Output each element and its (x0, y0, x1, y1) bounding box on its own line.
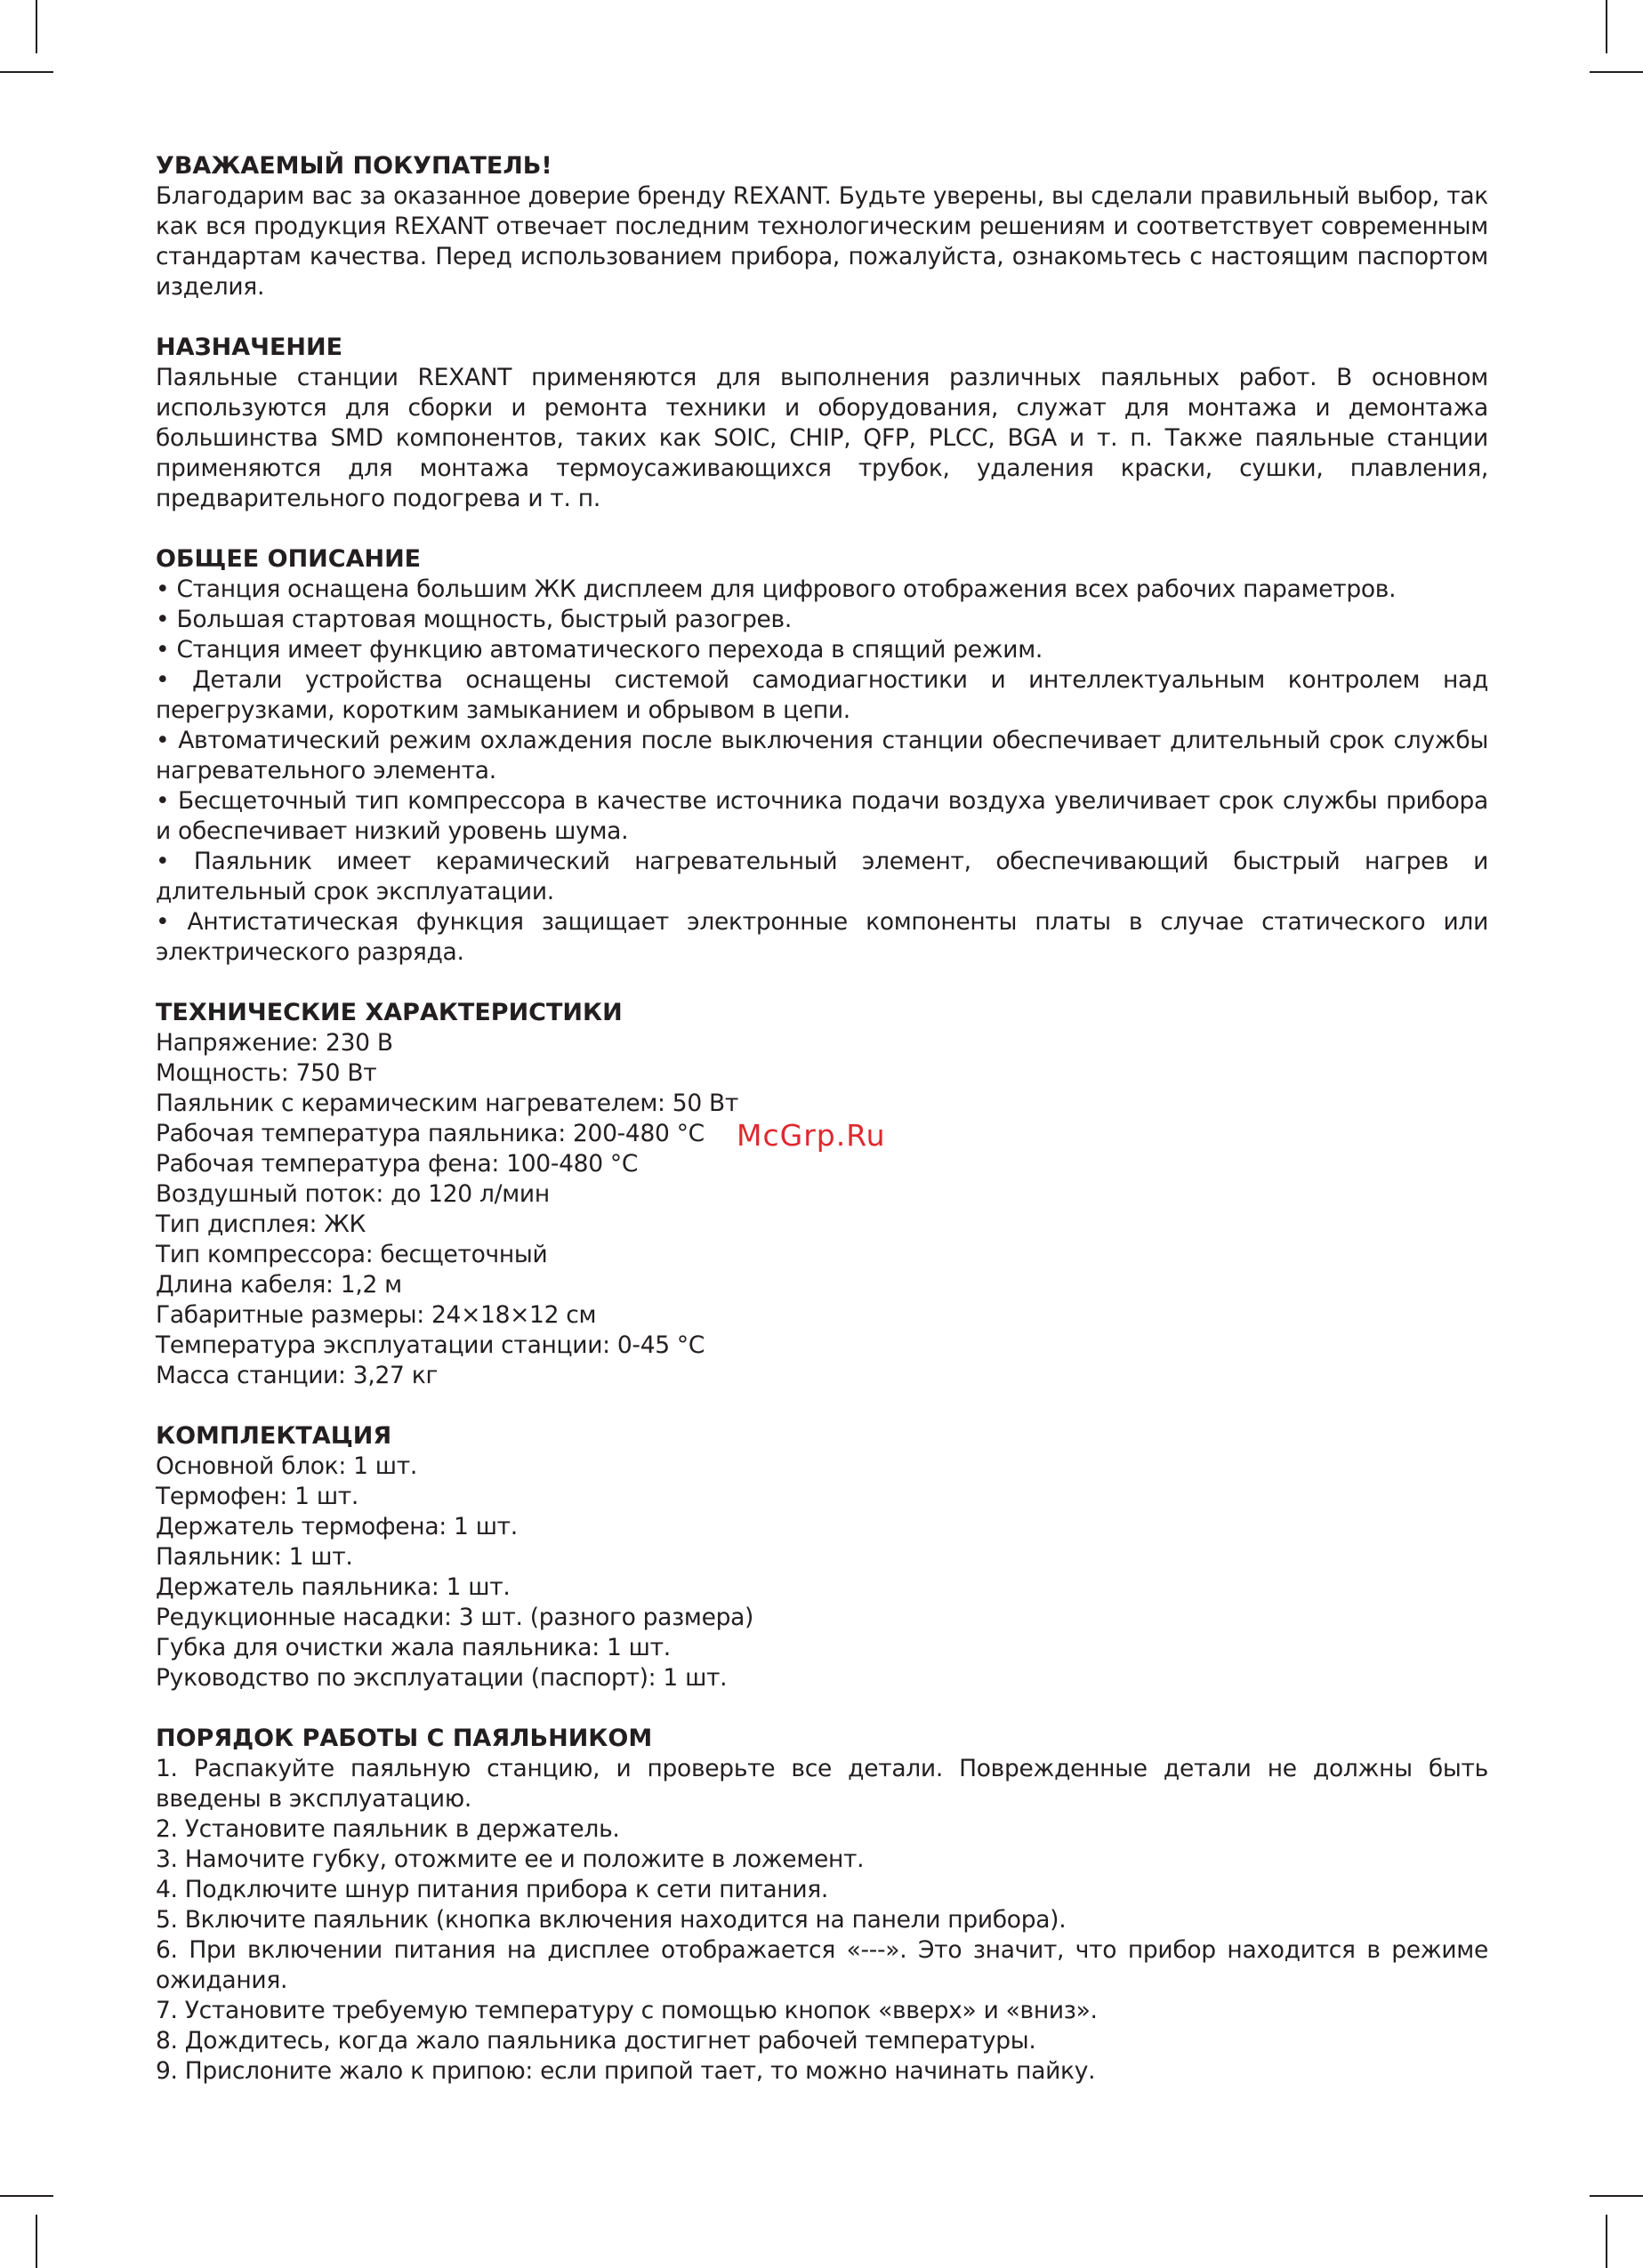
description-heading: ОБЩЕЕ ОПИСАНИЕ (156, 545, 422, 573)
crop-mark-bottom-left (36, 2215, 37, 2268)
section-package (156, 1421, 1488, 1693)
package-line: Держатель паяльника: 1 шт. (156, 1573, 511, 1601)
spec-line: Тип дисплея: ЖК (156, 1210, 366, 1238)
package-line: Держатель термофена: 1 шт. (156, 1513, 518, 1540)
spec-line: Напряжение: 230 В (156, 1029, 393, 1057)
package-line: Основной блок: 1 шт. (156, 1452, 418, 1480)
section-purpose (156, 333, 1488, 514)
spec-line: Масса станции: 3,27 кг (156, 1362, 439, 1389)
greeting-text: Благодарим вас за оказанное доверие бренду REXANT. Будьте уверены, вы сделали правильный выбор, так как вся продукция REXANT отвечает последним технологическим решениям и соответствует современным стандартам качества. Перед использованием прибора, пожалуйста, ознакомьтесь с настоящим паспортом изделия. (156, 182, 1488, 301)
section-greeting (156, 151, 1488, 302)
procedure-step: 4. Подключите шнур питания прибора к сети питания. (156, 1876, 829, 1903)
package-line: Губка для очистки жала паяльника: 1 шт. (156, 1634, 671, 1661)
crop-mark-top-left-h (0, 71, 53, 73)
procedure-step: 7. Установите требуемую температуру с помощью кнопок «вверх» и «вниз». (156, 1997, 1098, 2024)
procedure-step: 3. Намочите губку, отожмите ее и положите в ложемент. (156, 1846, 865, 1873)
crop-mark-top-right (1606, 0, 1607, 53)
spec-line: Тип компрессора: бесщеточный (156, 1241, 548, 1268)
spec-line: Температура эксплуатации станции: 0-45 °С (156, 1331, 705, 1359)
crop-mark-top-left (36, 0, 37, 53)
procedure-step: 9. Прислоните жало к припою: если припой тает, то можно начинать пайку. (156, 2057, 1096, 2085)
description-item: • Детали устройства оснащены системой самодиагностики и интеллектуальным контролем над перегрузками, коротким замыканием и обрывом в цепи. (156, 666, 1488, 724)
spec-line: Рабочая температура фена: 100-480 °С (156, 1150, 639, 1178)
procedure-step: 2. Установите паяльник в держатель. (156, 1815, 620, 1843)
description-item: • Бесщеточный тип компрессора в качестве источника подачи воздуха увеличивает срок службы прибора и обеспечивает низкий уровень шума. (156, 787, 1488, 845)
greeting-heading: УВАЖАЕМЫЙ ПОКУПАТЕЛЬ! (156, 152, 552, 180)
procedure-step: 8. Дождитесь, когда жало паяльника достигнет рабочей температуры. (156, 2027, 1036, 2055)
description-item: • Антистатическая функция защищает электронные компоненты платы в случае статического или электрического разряда. (156, 908, 1488, 966)
package-line: Редукционные насадки: 3 шт. (разного размера) (156, 1604, 754, 1631)
package-line: Руководство по эксплуатации (паспорт): 1 шт. (156, 1664, 728, 1692)
description-item: • Автоматический режим охлаждения после выключения станции обеспечивает длительный срок службы нагревательного элемента. (156, 727, 1488, 784)
specs-heading: ТЕХНИЧЕСКИЕ ХАРАКТЕРИСТИКИ (156, 999, 623, 1026)
crop-mark-top-right-h (1590, 71, 1643, 73)
description-item: • Станция имеет функцию автоматического перехода в спящий режим. (156, 636, 1043, 664)
section-procedure (156, 1724, 1488, 2087)
section-description (156, 544, 1488, 968)
package-line: Термофен: 1 шт. (156, 1483, 359, 1510)
package-line: Паяльник: 1 шт. (156, 1543, 353, 1571)
package-heading: КОМПЛЕКТАЦИЯ (156, 1422, 392, 1450)
description-item: • Большая стартовая мощность, быстрый разогрев. (156, 606, 792, 633)
purpose-text: Паяльные станции REXANT применяются для выполнения различных паяльных работ. В основном используются для сборки и ремонта техники и оборудования, служат для монтажа и демонтажа большинства SMD компонентов, таких как SOIC, CHIP, QFP, PLCC, BGA и т. п. Также паяльные станции применяются для монтажа термоусаживающихся трубок, удаления краски, сушки, плавления, предварительного подогрева и т. п. (156, 364, 1488, 512)
spec-line: Габаритные размеры: 24×18×12 см (156, 1301, 597, 1329)
section-specs (156, 998, 1488, 1391)
description-item: • Паяльник имеет керамический нагревательный элемент, обеспечивающий быстрый нагрев и длительный срок эксплуатации. (156, 848, 1488, 905)
spec-line: Рабочая температура паяльника: 200-480 °С (156, 1120, 705, 1147)
procedure-step: 6. При включении питания на дисплее отображается «---». Это значит, что прибор находится в режиме ожидания. (156, 1936, 1488, 1994)
spec-line: Воздушный поток: до 120 л/мин (156, 1180, 550, 1208)
procedure-step: 1. Распакуйте паяльную станцию, и проверьте все детали. Поврежденные детали не должны быть введены в эксплуатацию. (156, 1755, 1488, 1813)
procedure-step: 5. Включите паяльник (кнопка включения находится на панели прибора). (156, 1906, 1067, 1934)
crop-mark-bottom-left-h (0, 2195, 53, 2197)
purpose-heading: НАЗНАЧЕНИЕ (156, 334, 343, 361)
spec-line: Длина кабеля: 1,2 м (156, 1271, 402, 1299)
spec-line: Мощность: 750 Вт (156, 1059, 377, 1087)
procedure-heading: ПОРЯДОК РАБОТЫ С ПАЯЛЬНИКОМ (156, 1725, 653, 1752)
watermark-text: McGrp.Ru (737, 1118, 886, 1153)
spec-line: Паяльник с керамическим нагревателем: 50 Вт (156, 1090, 739, 1117)
crop-mark-bottom-right-h (1590, 2195, 1643, 2197)
crop-mark-bottom-right (1606, 2215, 1607, 2268)
description-item: • Станция оснащена большим ЖК дисплеем для цифрового отображения всех рабочих параметров. (156, 575, 1397, 603)
